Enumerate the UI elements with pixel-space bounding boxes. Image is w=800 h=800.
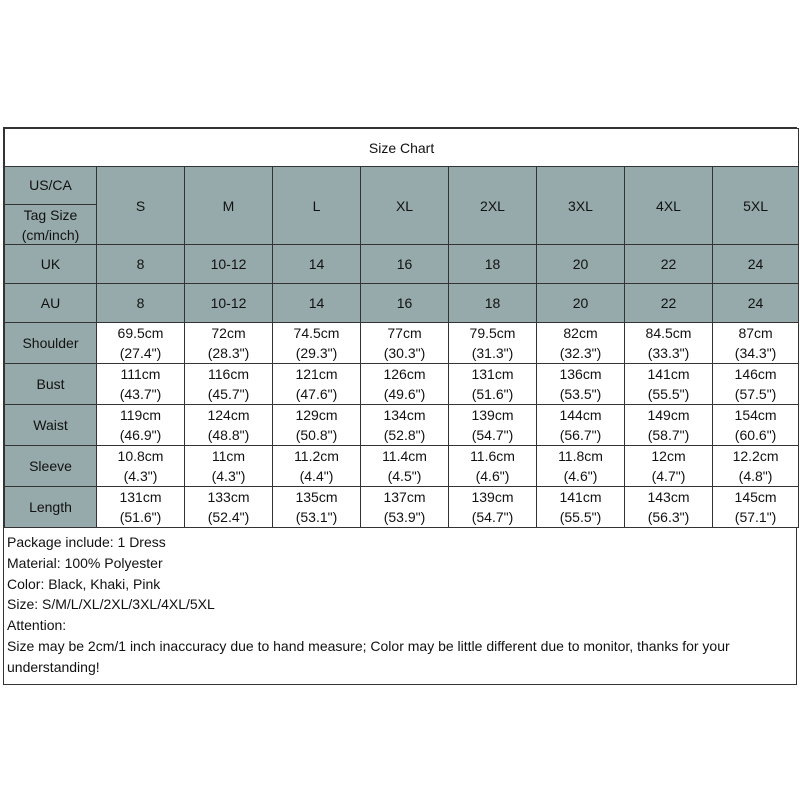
size-note: Size: S/M/L/XL/2XL/3XL/4XL/5XL <box>7 596 215 613</box>
uk-size-cell: 22 <box>625 245 713 284</box>
measurement-cell <box>537 487 625 528</box>
inch-value: (55.5") <box>559 509 602 525</box>
inch-value: (48.8") <box>207 427 250 443</box>
cm-value: 77cm <box>387 325 422 341</box>
measurement-label: Shoulder <box>5 323 97 364</box>
package-note: Package include: 1 Dress <box>7 534 166 550</box>
inch-value: (45.7") <box>207 386 250 402</box>
inch-value: (60.6") <box>734 427 777 443</box>
measurement-row <box>5 364 799 405</box>
cm-value: 129cm <box>295 407 338 423</box>
tag-size-header <box>5 167 97 245</box>
cm-value: 145cm <box>734 489 777 505</box>
size-header-cell: 5XL <box>713 167 799 245</box>
measurement-cell <box>97 487 185 528</box>
inch-value: (54.7") <box>471 427 514 443</box>
cm-value: 87cm <box>738 325 773 341</box>
measurement-cell <box>625 364 713 405</box>
measurement-cell <box>537 323 625 364</box>
cm-value: 146cm <box>734 366 777 382</box>
cm-value: 143cm <box>647 489 690 505</box>
measurement-cell <box>713 446 799 487</box>
inch-value: (30.3") <box>383 345 426 361</box>
uk-row <box>5 245 799 284</box>
measurement-cell <box>185 364 273 405</box>
cm-value: 84.5cm <box>645 325 692 341</box>
cm-value: 136cm <box>559 366 602 382</box>
inch-value: (54.7") <box>471 509 514 525</box>
uk-size-cell: 14 <box>273 245 361 284</box>
material-note: Material: 100% Polyester <box>7 554 163 571</box>
tag-unit-label: (cm/inch) <box>21 227 80 243</box>
disclaimer-note: Size may be 2cm/1 inch inaccuracy due to hand measure; Color may be little different due to monitor, thanks for your understanding! <box>7 637 730 675</box>
inch-value: (51.6") <box>471 386 514 402</box>
inch-value: (49.6") <box>383 386 426 402</box>
measurement-cell <box>361 364 449 405</box>
cm-value: 144cm <box>559 407 602 423</box>
measurement-cell <box>273 487 361 528</box>
inch-value: (53.1") <box>295 509 338 525</box>
measurement-cell <box>625 405 713 446</box>
cm-value: 135cm <box>295 489 338 505</box>
au-size-cell: 8 <box>97 284 185 323</box>
measurement-label: Sleeve <box>5 446 97 487</box>
inch-value: (50.8") <box>295 427 338 443</box>
measurement-cell <box>273 364 361 405</box>
cm-value: 74.5cm <box>293 325 340 341</box>
inch-value: (4.7") <box>651 468 686 484</box>
size-header-cell: 4XL <box>625 167 713 245</box>
inch-value: (29.3") <box>295 345 338 361</box>
measurement-cell <box>625 323 713 364</box>
header-row <box>5 167 799 245</box>
cm-value: 154cm <box>734 407 777 423</box>
measurement-cell <box>361 405 449 446</box>
inch-value: (4.3") <box>211 468 246 484</box>
inch-value: (4.3") <box>123 468 158 484</box>
au-size-cell: 20 <box>537 284 625 323</box>
uk-size-cell: 8 <box>97 245 185 284</box>
cm-value: 111cm <box>120 366 161 382</box>
cm-value: 72cm <box>211 325 246 341</box>
uk-size-cell: 16 <box>361 245 449 284</box>
size-header-cell: M <box>185 167 273 245</box>
au-size-cell: 24 <box>713 284 799 323</box>
measurement-cell <box>449 487 537 528</box>
cm-value: 149cm <box>647 407 690 423</box>
measurement-cell <box>449 323 537 364</box>
cm-value: 133cm <box>207 489 250 505</box>
inch-value: (52.4") <box>207 509 250 525</box>
uk-size-cell: 20 <box>537 245 625 284</box>
cm-value: 79.5cm <box>469 325 516 341</box>
measurement-row <box>5 446 799 487</box>
inch-value: (53.5") <box>559 386 602 402</box>
measurement-cell <box>449 364 537 405</box>
cm-value: 124cm <box>207 407 250 423</box>
au-size-cell: 10-12 <box>185 284 273 323</box>
measurement-cell <box>625 487 713 528</box>
cm-value: 141cm <box>647 366 690 382</box>
measurement-label: Length <box>5 487 97 528</box>
cm-value: 141cm <box>559 489 602 505</box>
inch-value: (27.4") <box>119 345 162 361</box>
tag-size-label: Tag Size <box>23 207 78 223</box>
au-label: AU <box>5 284 97 323</box>
measurement-label: Bust <box>5 364 97 405</box>
inch-value: (4.6") <box>563 468 598 484</box>
measurement-cell <box>185 446 273 487</box>
cm-value: 126cm <box>383 366 426 382</box>
measurement-cell <box>185 323 273 364</box>
au-size-cell: 18 <box>449 284 537 323</box>
measurement-cell <box>537 446 625 487</box>
measurement-row <box>5 487 799 528</box>
cm-value: 131cm <box>119 489 162 505</box>
measurement-cell <box>97 323 185 364</box>
cm-value: 121cm <box>295 366 338 382</box>
au-size-cell: 22 <box>625 284 713 323</box>
cm-value: 11.4cm <box>382 448 427 464</box>
measurement-cell <box>273 446 361 487</box>
au-size-cell: 14 <box>273 284 361 323</box>
size-header-cell: L <box>273 167 361 245</box>
measurement-label: Waist <box>5 405 97 446</box>
uk-size-cell: 18 <box>449 245 537 284</box>
measurement-cell <box>361 446 449 487</box>
product-notes <box>4 528 796 684</box>
inch-value: (46.9") <box>119 427 162 443</box>
color-note: Color: Black, Khaki, Pink <box>7 575 161 592</box>
inch-value: (56.7") <box>559 427 602 443</box>
measurement-cell <box>97 446 185 487</box>
cm-value: 119cm <box>120 407 161 423</box>
measurement-cell <box>97 364 185 405</box>
cm-value: 11.6cm <box>470 448 515 464</box>
cm-value: 10.8cm <box>117 448 164 464</box>
cm-value: 134cm <box>383 407 426 423</box>
measurement-cell <box>273 323 361 364</box>
inch-value: (4.6") <box>475 468 510 484</box>
size-header-cell: S <box>97 167 185 245</box>
cm-value: 11.8cm <box>558 448 603 464</box>
inch-value: (4.5") <box>387 468 422 484</box>
inch-value: (56.3") <box>647 509 690 525</box>
measurement-cell <box>713 405 799 446</box>
measurement-cell <box>97 405 185 446</box>
inch-value: (4.4") <box>299 468 334 484</box>
inch-value: (31.3") <box>471 345 514 361</box>
measurement-cell <box>185 487 273 528</box>
size-header-cell: 3XL <box>537 167 625 245</box>
cm-value: 116cm <box>208 366 249 382</box>
cm-value: 69.5cm <box>117 325 164 341</box>
size-header-cell: XL <box>361 167 449 245</box>
cm-value: 139cm <box>471 407 514 423</box>
measurement-cell <box>449 405 537 446</box>
measurement-cell <box>625 446 713 487</box>
cm-value: 82cm <box>563 325 598 341</box>
size-table <box>4 128 799 528</box>
cm-value: 12.2cm <box>732 448 779 464</box>
inch-value: (28.3") <box>207 345 250 361</box>
measurement-cell <box>537 405 625 446</box>
size-chart <box>3 127 797 685</box>
inch-value: (52.8") <box>383 427 426 443</box>
uk-size-cell: 24 <box>713 245 799 284</box>
au-size-cell: 16 <box>361 284 449 323</box>
chart-title: Size Chart <box>5 129 799 167</box>
inch-value: (43.7") <box>119 386 162 402</box>
inch-value: (32.3") <box>559 345 602 361</box>
measurement-row <box>5 405 799 446</box>
cm-value: 11.2cm <box>294 448 339 464</box>
inch-value: (34.3") <box>734 345 777 361</box>
cm-value: 131cm <box>471 366 514 382</box>
inch-value: (57.1") <box>734 509 777 525</box>
uk-size-cell: 10-12 <box>185 245 273 284</box>
inch-value: (55.5") <box>647 386 690 402</box>
us-ca-label: US/CA <box>5 167 96 205</box>
inch-value: (51.6") <box>119 509 162 525</box>
inch-value: (47.6") <box>295 386 338 402</box>
inch-value: (4.8") <box>738 468 773 484</box>
cm-value: 12cm <box>651 448 686 464</box>
measurement-cell <box>361 323 449 364</box>
measurement-cell <box>713 323 799 364</box>
cm-value: 137cm <box>383 489 426 505</box>
measurement-cell <box>273 405 361 446</box>
inch-value: (33.3") <box>647 345 690 361</box>
attention-label: Attention: <box>7 617 67 634</box>
inch-value: (53.9") <box>383 509 426 525</box>
measurement-cell <box>713 487 799 528</box>
uk-label: UK <box>5 245 97 284</box>
measurement-cell <box>537 364 625 405</box>
size-header-cell: 2XL <box>449 167 537 245</box>
measurement-row <box>5 323 799 364</box>
measurement-cell <box>185 405 273 446</box>
measurement-cell <box>361 487 449 528</box>
cm-value: 139cm <box>471 489 514 505</box>
au-row <box>5 284 799 323</box>
measurement-cell <box>713 364 799 405</box>
cm-value: 11cm <box>211 448 246 464</box>
inch-value: (58.7") <box>647 427 690 443</box>
inch-value: (57.5") <box>734 386 777 402</box>
measurement-cell <box>449 446 537 487</box>
